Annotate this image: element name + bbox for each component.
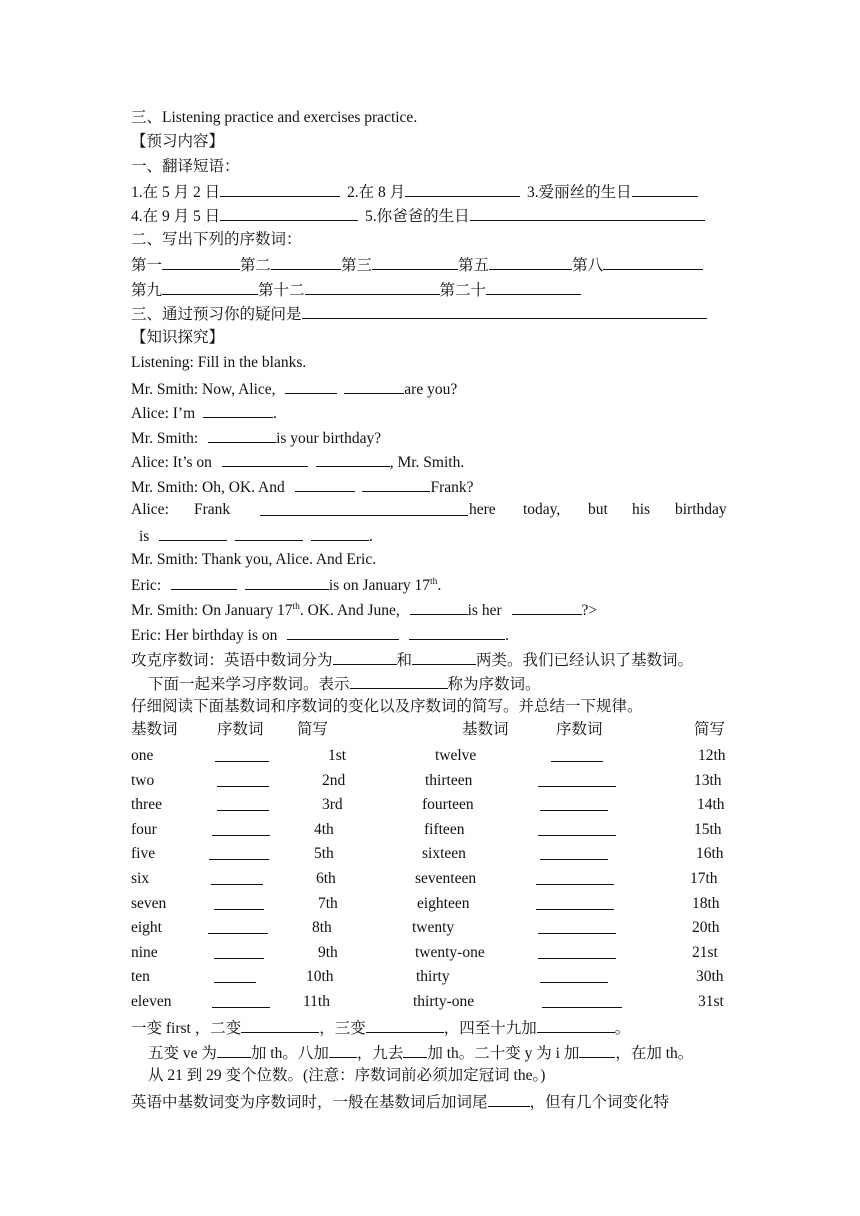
dialog-text: here — [469, 501, 496, 518]
blank[interactable] — [344, 378, 404, 394]
questions-row — [131, 303, 707, 325]
translate-item-2: 2.在 8 月 — [347, 184, 406, 201]
rule-text: ，在加 th。 — [615, 1045, 694, 1062]
dialog-line: Mr. Smith: Thank you, Alice. And Eric. — [131, 551, 377, 568]
cardinal-word: twelve — [435, 747, 477, 764]
dialog-line — [131, 451, 464, 473]
cardinal-word: four — [131, 820, 157, 838]
blank[interactable] — [241, 1017, 319, 1033]
dialog-text: . — [437, 577, 442, 594]
dialog-text: . — [273, 405, 277, 422]
ordinal-blank[interactable] — [209, 844, 269, 860]
ordinal-20: 第二十 — [439, 282, 487, 299]
ordinal-abbr: 17th — [690, 870, 718, 887]
blank[interactable] — [260, 500, 468, 516]
dialog-text: is — [139, 528, 150, 545]
blank[interactable] — [162, 279, 258, 295]
ordinal-abbr: 5th — [314, 845, 334, 863]
ordinal-blank[interactable] — [208, 918, 268, 934]
cardinal-word: twenty-one — [415, 943, 485, 961]
table-header: 基数词 — [131, 721, 178, 738]
dialog-line — [131, 574, 441, 596]
blank[interactable] — [405, 181, 520, 197]
ordinal-blank[interactable] — [215, 746, 269, 762]
ordinal-blank[interactable] — [536, 894, 614, 910]
blank[interactable] — [305, 279, 440, 295]
cardinal-word: fifteen — [424, 820, 465, 838]
questions-label: 三、通过预习你的疑问是 — [131, 306, 302, 323]
dialog-line — [131, 476, 474, 498]
rule-line — [131, 1091, 669, 1113]
ordinal-5: 第五 — [458, 257, 490, 274]
ordinal-2: 第二 — [240, 257, 272, 274]
rule-line — [148, 1042, 693, 1064]
dialog-line — [131, 599, 597, 621]
ordinal-12: 第十二 — [258, 282, 305, 299]
blank[interactable] — [285, 378, 337, 394]
cardinal-word: thirty — [416, 968, 450, 986]
dialog-text: Alice: I’m — [131, 405, 196, 422]
ordinal-blank[interactable] — [217, 771, 269, 787]
cardinal-word: six — [131, 870, 150, 887]
rule-text: 一变 first ，二变 — [131, 1020, 242, 1037]
translate-item-5: 5.你爸爸的生日 — [365, 208, 470, 225]
rule-line — [131, 1017, 630, 1039]
translate-item-3: 3.爱丽丝的生日 — [527, 184, 632, 201]
intro-line — [148, 673, 541, 695]
blank[interactable] — [333, 649, 397, 665]
intro-text: 称为序数词。 — [447, 676, 541, 693]
intro-text: 和 — [396, 652, 413, 669]
ordinal-abbr: 11th — [303, 993, 330, 1010]
dialog-speaker: Alice: — [131, 501, 169, 518]
ordinals-heading: 二、写出下列的序数词： — [131, 231, 302, 248]
cardinal-word: eight — [131, 919, 162, 937]
dialog-text: Frank — [194, 501, 231, 518]
ordinal-blank[interactable] — [212, 992, 270, 1008]
blank[interactable] — [489, 254, 572, 270]
table-header: 简写 — [297, 721, 329, 738]
dialog-line — [131, 427, 381, 449]
ordinal-abbr: 7th — [318, 894, 338, 912]
rule-text: ，三变 — [319, 1020, 366, 1037]
ordinal-blank[interactable] — [551, 746, 603, 762]
ordinal-1: 第一 — [131, 257, 163, 274]
ordinal-3: 第三 — [341, 257, 373, 274]
dialog-text: are you? — [404, 381, 458, 398]
dialog-line — [131, 624, 509, 646]
rule-text: 加 th。八加 — [250, 1045, 329, 1062]
ordinal-blank[interactable] — [214, 967, 256, 983]
blank[interactable] — [579, 1042, 615, 1058]
ordinal-blank[interactable] — [217, 795, 269, 811]
intro-text: 两类。我们已经认识了基数词。 — [476, 652, 694, 669]
ordinal-blank[interactable] — [538, 820, 616, 836]
ordinal-abbr: 18th — [692, 894, 720, 912]
blank[interactable] — [410, 599, 468, 615]
blank[interactable] — [362, 476, 430, 492]
blank[interactable] — [603, 254, 703, 270]
rule-text: ，但有几个词变化特 — [529, 1094, 670, 1111]
dialog-text: Frank? — [430, 479, 474, 496]
ordinal-abbr: 2nd — [322, 771, 346, 789]
ordinal-abbr: 15th — [694, 820, 722, 838]
blank[interactable] — [488, 1091, 530, 1107]
blank[interactable] — [159, 525, 227, 541]
translate-item-1: 1.在 5 月 2 日 — [131, 184, 221, 201]
ordinal-abbr: 10th — [306, 968, 334, 986]
blank[interactable] — [220, 181, 340, 197]
translate-row-1 — [131, 181, 698, 203]
ordinal-abbr: 9th — [318, 943, 338, 961]
ordinal-blank[interactable] — [214, 943, 264, 959]
blank[interactable] — [512, 599, 582, 615]
dialog-text: is on January 17 — [328, 577, 431, 594]
ordinal-9: 第九 — [131, 282, 163, 299]
rule-text: 英语中基数词变为序数词时，一般在基数词后加词尾 — [131, 1094, 488, 1111]
table-header: 序数词 — [556, 721, 603, 738]
dialog-text: Mr. Smith: Oh, OK. And — [131, 479, 285, 496]
blank[interactable] — [162, 254, 240, 270]
ordinal-abbr: 30th — [696, 968, 724, 986]
blank[interactable] — [409, 624, 505, 640]
ordinal-abbr: 31st — [698, 993, 724, 1010]
blank[interactable] — [245, 574, 329, 590]
blank[interactable] — [287, 624, 399, 640]
ordinal-abbr: 20th — [692, 919, 720, 937]
blank[interactable] — [403, 1042, 427, 1058]
dialog-text: Mr. Smith: — [131, 430, 199, 447]
blank[interactable] — [302, 303, 707, 319]
superscript: th — [292, 601, 300, 612]
table-header: 简写 — [694, 721, 726, 738]
intro-line: 仔细阅读下面基数词和序数词的变化以及序数词的简写。并总结一下规律。 — [131, 698, 643, 715]
cardinal-word: nine — [131, 943, 158, 961]
intro-text: 下面一起来学习序数词。表示 — [148, 676, 350, 693]
dialog-line — [131, 402, 277, 424]
blank[interactable] — [329, 1042, 357, 1058]
translate-heading: 一、翻译短语： — [131, 158, 240, 175]
cardinal-word: thirteen — [425, 771, 473, 789]
ordinal-abbr: 16th — [696, 845, 724, 863]
ordinal-blank[interactable] — [536, 869, 614, 885]
rule-text: 。 — [614, 1020, 631, 1037]
cardinal-word: one — [131, 747, 154, 764]
dialog-text: Eric: — [131, 577, 162, 594]
superscript: th — [430, 576, 438, 587]
dialog-text: today, — [523, 501, 561, 518]
cardinal-word: seventeen — [415, 870, 477, 887]
section-title: 三、Listening practice and exercises practice. — [131, 109, 418, 126]
cardinal-word: thirty-one — [413, 993, 475, 1010]
blank[interactable] — [537, 1017, 615, 1033]
listening-title: Listening: Fill in the blanks. — [131, 354, 307, 371]
blank[interactable] — [632, 181, 698, 197]
dialog-text: . — [368, 528, 373, 545]
ordinal-abbr: 14th — [697, 796, 725, 814]
cardinal-word: eighteen — [417, 894, 470, 912]
cardinal-word: eleven — [131, 993, 172, 1010]
ordinal-blank[interactable] — [542, 992, 622, 1008]
blank[interactable] — [366, 1017, 444, 1033]
blank[interactable] — [295, 476, 355, 492]
blank[interactable] — [220, 205, 358, 221]
dialog-text: . OK. And June, — [299, 602, 400, 619]
cardinal-word: ten — [131, 968, 150, 986]
dialog-line — [131, 378, 457, 400]
table-header: 序数词 — [217, 721, 264, 738]
blank[interactable] — [222, 451, 308, 467]
explore-header: 【知识探究】 — [131, 329, 225, 346]
ordinal-abbr: 6th — [316, 870, 336, 887]
ordinal-blank[interactable] — [214, 894, 264, 910]
cardinal-word: five — [131, 845, 156, 863]
ordinal-blank[interactable] — [538, 943, 616, 959]
cardinal-word: three — [131, 796, 162, 814]
rule-text: 五变 ve 为 — [148, 1045, 217, 1062]
translate-row-2 — [131, 205, 705, 227]
blank[interactable] — [271, 254, 341, 270]
dialog-line — [139, 525, 373, 547]
ordinal-blank[interactable] — [211, 869, 263, 885]
rule-text: 加 th。二十变 y 为 i 加 — [427, 1045, 580, 1062]
ordinal-blank[interactable] — [540, 844, 608, 860]
dialog-text: birthday — [675, 501, 727, 518]
dialog-text: , Mr. Smith. — [389, 454, 465, 471]
ordinal-blank[interactable] — [538, 918, 616, 934]
blank[interactable] — [350, 673, 448, 689]
dialog-text: . — [505, 627, 509, 644]
dialog-text: Mr. Smith: On January 17 — [131, 602, 293, 619]
cardinal-word: fourteen — [422, 796, 474, 814]
ordinal-abbr: 3rd — [322, 796, 343, 814]
ordinal-abbr: 13th — [694, 771, 722, 789]
blank[interactable] — [208, 427, 276, 443]
blank[interactable] — [311, 525, 369, 541]
cardinal-word: sixteen — [422, 845, 466, 863]
ordinal-abbr: 12th — [698, 747, 726, 764]
dialog-text: is her — [467, 602, 502, 619]
cardinal-word: seven — [131, 894, 167, 912]
blank[interactable] — [316, 451, 390, 467]
ordinal-abbr: 21st — [692, 943, 718, 961]
ordinals-row-2 — [131, 279, 581, 301]
intro-line — [131, 649, 693, 671]
rule-text: ，四至十九加 — [443, 1020, 537, 1037]
table-header: 基数词 — [462, 721, 509, 738]
preview-header: 【预习内容】 — [131, 133, 225, 150]
ordinal-blank[interactable] — [540, 795, 608, 811]
rule-line: 从 21 到 29 变个位数。(注意：序数词前必须加定冠词 the。) — [148, 1067, 546, 1084]
ordinal-abbr: 4th — [314, 820, 334, 838]
blank[interactable] — [171, 574, 237, 590]
dialog-text: but — [588, 501, 608, 518]
ordinal-abbr: 1st — [328, 747, 347, 764]
ordinals-row-1 — [131, 254, 703, 276]
dialog-text: is your birthday? — [276, 430, 382, 447]
ordinal-blank[interactable] — [538, 771, 616, 787]
cardinal-word: twenty — [412, 919, 455, 937]
ordinal-blank[interactable] — [212, 820, 270, 836]
dialog-text: Mr. Smith: Now, Alice, — [131, 381, 276, 398]
blank[interactable] — [470, 205, 705, 221]
cardinal-word: two — [131, 771, 155, 789]
ordinal-8: 第八 — [572, 257, 604, 274]
dialog-text: ?> — [581, 602, 598, 619]
ordinal-blank[interactable] — [540, 967, 608, 983]
blank[interactable] — [372, 254, 458, 270]
rule-text: ，九去 — [356, 1045, 404, 1062]
dialog-text: his — [632, 501, 651, 518]
translate-item-4: 4.在 9 月 5 日 — [131, 208, 221, 225]
blank[interactable] — [412, 649, 476, 665]
dialog-text: Eric: Her birthday is on — [131, 627, 278, 644]
blank[interactable] — [486, 279, 581, 295]
intro-text: 攻克序数词：英语中数词分为 — [131, 652, 333, 669]
ordinal-abbr: 8th — [312, 919, 332, 937]
blank[interactable] — [235, 525, 303, 541]
blank[interactable] — [217, 1042, 251, 1058]
blank[interactable] — [203, 402, 273, 418]
dialog-text: Alice: It’s on — [131, 454, 212, 471]
